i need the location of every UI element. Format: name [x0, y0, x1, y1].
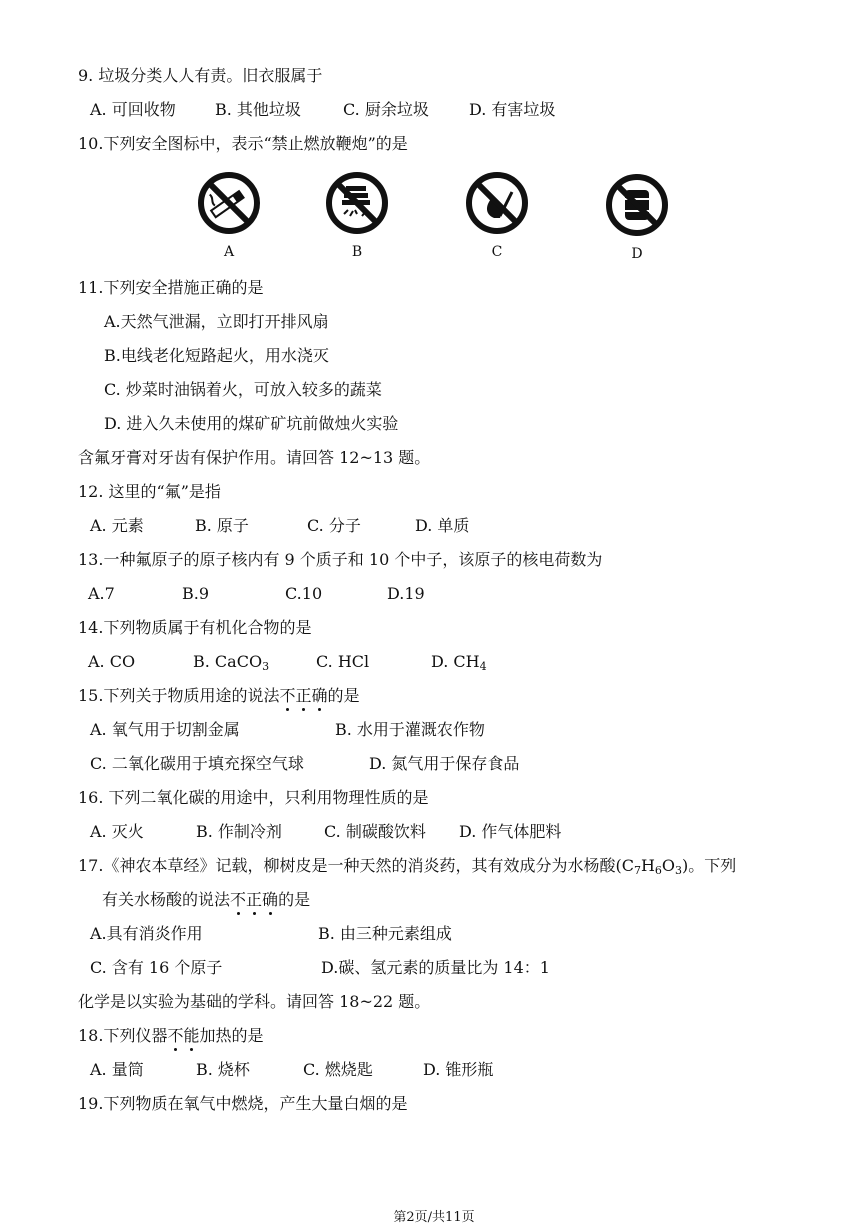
q11-option-a: A.天然气泄漏，立即打开排风扇: [104, 312, 329, 331]
q12-option-c: C. 分子: [307, 516, 361, 535]
q12-option-d: D. 单质: [415, 516, 470, 535]
q14-option-b: [193, 652, 269, 672]
q17-stem-text-after: )。下列: [682, 856, 737, 875]
q18-stem-before: 18.下列仪器: [78, 1026, 168, 1045]
intro-12-13: 含氟牙膏对牙齿有保护作用。请回答 12~13 题。: [78, 448, 431, 467]
q17-stem-line-2-after: 的是: [278, 890, 311, 909]
no-smoking-icon: [196, 170, 262, 236]
q14-option-d-text: D. CH: [431, 652, 480, 671]
icon-label-d: D: [631, 246, 643, 262]
q14-option-a: A. CO: [88, 652, 136, 671]
q17-emphasis-3: 确: [262, 890, 279, 909]
q15-option-a: A. 氧气用于切割金属: [90, 720, 240, 739]
q11-stem: 11.下列安全措施正确的是: [78, 278, 264, 297]
q14-option-b-text: B. CaCO: [193, 652, 263, 671]
icon-label-c: C: [491, 244, 503, 260]
q9-option-b: B. 其他垃圾: [215, 100, 301, 119]
q19-stem: 19.下列物质在氧气中燃烧，产生大量白烟的是: [78, 1094, 408, 1113]
q17-option-c: C. 含有 16 个原子: [90, 958, 223, 977]
q13-option-c: C.10: [285, 584, 323, 603]
q14-option-b-subscript: 3: [262, 660, 270, 673]
q17-emphasis-1: 不: [230, 890, 247, 909]
q13-option-b: B.9: [182, 584, 210, 603]
q17-emphasis-2: 正: [246, 890, 263, 909]
q14-option-c: C. HCl: [316, 652, 370, 671]
icon-label-a: A: [223, 244, 235, 260]
q16-option-c: C. 制碳酸饮料: [324, 822, 426, 841]
q16-stem: 16. 下列二氧化碳的用途中，只利用物理性质的是: [78, 788, 429, 807]
q14-stem: 14.下列物质属于有机化合物的是: [78, 618, 312, 637]
q15-option-b: B. 水用于灌溉农作物: [335, 720, 485, 739]
q12-option-a: A. 元素: [90, 516, 144, 535]
q17-formula-h: H: [640, 856, 655, 875]
no-firecrackers-icon: [324, 170, 390, 236]
q17-option-a: A.具有消炎作用: [90, 924, 203, 943]
q18-emphasis-1: 不: [167, 1026, 184, 1045]
q18-option-a: A. 量筒: [90, 1060, 144, 1079]
q9-stem: 9. 垃圾分类人人有责。旧衣服属于: [78, 66, 323, 85]
q11-option-b: B.电线老化短路起火，用水浇灭: [104, 346, 329, 365]
intro-18-22: 化学是以实验为基础的学科。请回答 18~22 题。: [78, 992, 431, 1011]
q17-stem-line-1: [78, 856, 736, 876]
q17-option-d: D.碳、氢元素的质量比为 14：1: [321, 958, 550, 977]
q15-emphasis-3: 确: [311, 686, 328, 705]
q18-stem: [78, 1026, 264, 1046]
q15-stem-after: 的是: [327, 686, 360, 705]
q17-stem-text: 17.《神农本草经》记载，柳树皮是一种天然的消炎药，其有效成分为水杨酸(C: [78, 856, 634, 875]
q17-formula-o: O: [661, 856, 676, 875]
q11-option-c: C. 炒菜时油锅着火，可放入较多的蔬菜: [104, 380, 382, 399]
q15-emphasis-1: 不: [279, 686, 296, 705]
q16-option-d: D. 作气体肥料: [459, 822, 562, 841]
q17-formula-sub-3: 3: [675, 864, 683, 877]
no-flammables-icon: [604, 172, 670, 238]
q15-stem: [78, 686, 360, 706]
q9-option-d: D. 有害垃圾: [469, 100, 556, 119]
q18-option-b: B. 烧杯: [196, 1060, 250, 1079]
q18-option-c: C. 燃烧匙: [303, 1060, 373, 1079]
q13-option-d: D.19: [387, 584, 425, 603]
q12-option-b: B. 原子: [195, 516, 249, 535]
q17-option-b: B. 由三种元素组成: [318, 924, 452, 943]
q15-stem-before: 15.下列关于物质用途的说法: [78, 686, 280, 705]
q16-option-b: B. 作制冷剂: [196, 822, 282, 841]
q15-option-d: D. 氮气用于保存食品: [369, 754, 520, 773]
page-number: 第2页/共11页: [393, 1210, 475, 1225]
q12-stem: 12. 这里的“氟”是指: [78, 482, 221, 501]
q17-formula-sub-6: 6: [654, 864, 662, 877]
q17-stem-line-2: [102, 890, 310, 910]
q13-option-a: A.7: [88, 584, 115, 603]
q15-emphasis-2: 正: [295, 686, 312, 705]
no-open-flame-icon: [464, 170, 530, 236]
q9-option-c: C. 厨余垃圾: [343, 100, 429, 119]
q17-formula-sub-7: 7: [633, 864, 641, 877]
q16-option-a: A. 灭火: [90, 822, 144, 841]
q9-option-a: A. 可回收物: [90, 100, 176, 119]
q18-emphasis-2: 能: [183, 1026, 200, 1045]
q18-option-d: D. 锥形瓶: [423, 1060, 494, 1079]
q18-stem-after: 加热的是: [199, 1026, 264, 1045]
q13-stem: 13.一种氟原子的原子核内有 9 个质子和 10 个中子，该原子的核电荷数为: [78, 550, 603, 569]
q14-option-d: [431, 652, 487, 672]
q11-option-d: D. 进入久未使用的煤矿矿坑前做烛火实验: [104, 414, 399, 433]
q15-option-c: C. 二氧化碳用于填充探空气球: [90, 754, 304, 773]
q17-stem-line-2-before: 有关水杨酸的说法: [102, 890, 231, 909]
q10-stem: 10.下列安全图标中，表示“禁止燃放鞭炮”的是: [78, 134, 408, 153]
icon-label-b: B: [351, 244, 363, 260]
q14-option-d-subscript: 4: [479, 660, 487, 673]
